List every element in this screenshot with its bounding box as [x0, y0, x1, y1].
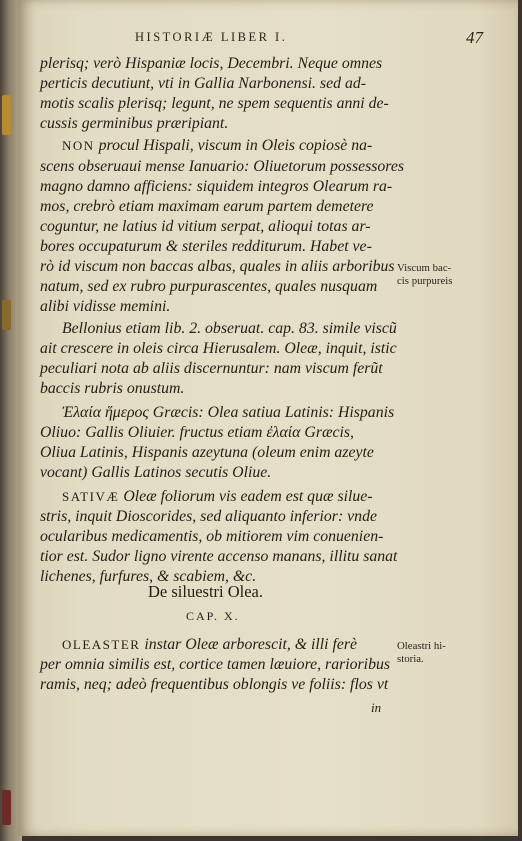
- text-line: [62, 635, 357, 655]
- text-run: instar Oleæ arborescit, & illi ferè: [140, 636, 358, 653]
- text-line: [62, 136, 372, 156]
- small-caps-lead: OLEASTER: [62, 637, 141, 652]
- running-head: HISTORIÆ LIBER I.: [135, 30, 288, 44]
- chapter-label: CAP. X.: [186, 609, 240, 623]
- text-run: Oleæ foliorum vis eadem est quæ silue-: [119, 488, 373, 505]
- page-edge-marker: [2, 790, 11, 825]
- marginal-note: [397, 262, 452, 288]
- text-line: bores occupaturum & steriles redditurum. Habet ve-: [40, 238, 372, 255]
- text-line: vocant) Gallis Latinos secutis Oliue.: [40, 464, 272, 481]
- text-line: plerisq; verò Hispaniæ locis, Decembri. Neque omnes: [40, 55, 383, 72]
- text-line: Oliua Latinis, Hispanis azeytuna (oleum enim azeyte: [40, 444, 374, 461]
- marginal-note-line: Viscum bac-: [397, 262, 452, 274]
- page-number: 47: [466, 28, 483, 47]
- text-line: baccis rubris onustum.: [40, 380, 185, 397]
- text-line: motis scalis plerisq; legunt, ne spem sequentis anni de-: [40, 95, 389, 112]
- text-line: Ἐλαία ἥμερος Græcis: Olea satiua Latinis: Hispanis: [62, 404, 395, 421]
- small-caps-lead: SATIVÆ: [62, 489, 120, 504]
- text-line: ocularibus medicamentis, ob mitiorem vim conuenien-: [40, 528, 384, 545]
- text-line: natum, sed ex rubro purpurascentes, quales nusquam: [40, 278, 378, 295]
- text-line: Bellonius etiam lib. 2. obseruat. cap. 83. simile viscũ: [62, 320, 397, 337]
- text-line: rò id viscum non baccas albas, quales in aliis arboribus: [40, 258, 395, 275]
- text-line: coguntur, ne latius id vitium serpat, alioqui totas ar-: [40, 218, 371, 235]
- text-line: mos, crebrò etiam maximam earum partem demetere: [40, 198, 374, 215]
- text-line: [62, 487, 373, 507]
- page-edge-marker: [2, 95, 11, 135]
- text-line: peculiari nota ab aliis discernuntur: nam viscum ferũt: [40, 360, 383, 377]
- text-line: cussis germinibus præripiant.: [40, 115, 229, 132]
- catchword: in: [371, 700, 382, 715]
- marginal-note-line: cis purpureis: [397, 275, 453, 287]
- marginal-note: [397, 640, 446, 666]
- marginal-note-line: Oleastri hi-: [397, 640, 446, 652]
- section-title: De siluestri Olea.: [148, 582, 264, 601]
- text-line: magno damno afficiens: siquidem integros Olearum ra-: [40, 178, 393, 195]
- small-caps-lead: NON: [62, 138, 95, 153]
- text-line: scens obseruaui mense Ianuario: Oliuetorum possessores: [40, 158, 405, 175]
- text-line: stris, inquit Dioscorides, sed aliquanto inferior: vnde: [40, 508, 377, 525]
- marginal-note-line: storia.: [397, 653, 424, 665]
- text-line: per omnia similis est, cortice tamen læuiore, rarioribus: [40, 656, 391, 673]
- text-line: perticis decutiunt, vti in Gallia Narbonensi. sed ad-: [40, 75, 366, 92]
- text-line: lichenes, furfures, & scabiem, &c.: [40, 568, 257, 585]
- text-line: Oliuo: Gallis Oliuier. fructus etiam ἐλαία Græcis,: [40, 424, 354, 441]
- text-line: ramis, neq; adeò frequentibus oblongis ve foliis: flos vt: [40, 676, 389, 693]
- text-line: ait crescere in oleis circa Hierusalem. Oleæ, inquit, istic: [40, 340, 397, 357]
- text-run: procul Hispali, viscum in Oleis copiosè na-: [94, 137, 373, 154]
- text-line: tior est. Sudor ligno virente accenso manans, illitu sanat: [40, 548, 398, 565]
- text-line: alibi vidisse memini.: [40, 298, 171, 315]
- page-edge-marker: [2, 300, 11, 330]
